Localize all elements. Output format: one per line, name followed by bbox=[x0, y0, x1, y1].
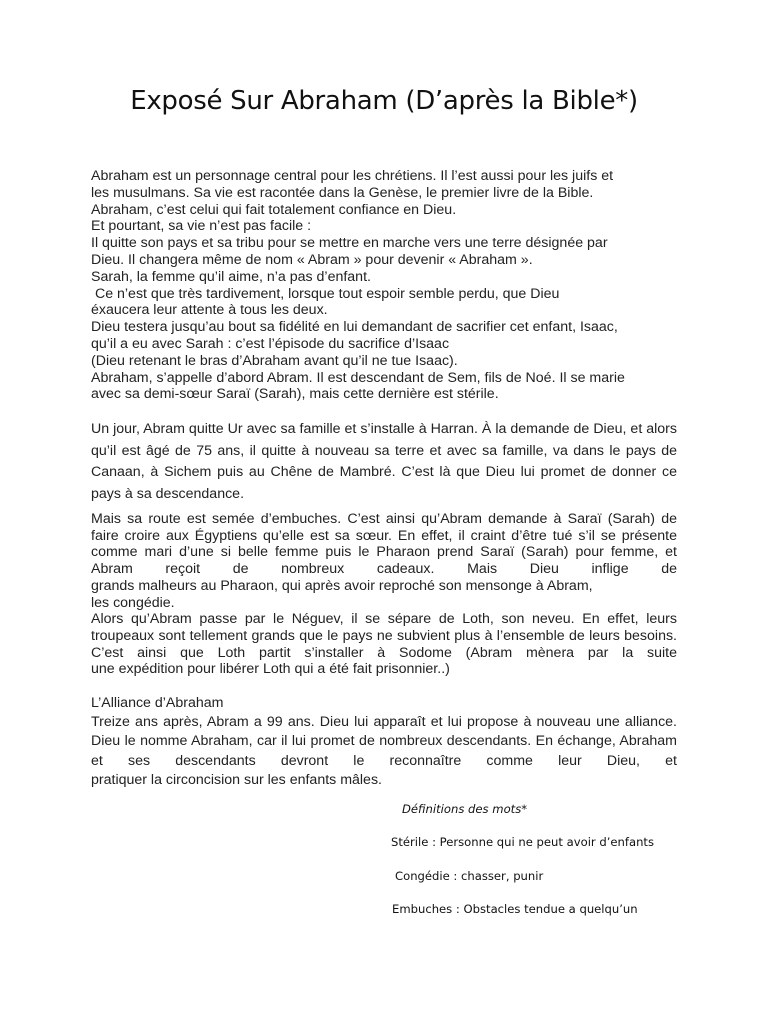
text-line: Abraham, c’est celui qui fait totalement confiance en Dieu. bbox=[91, 201, 457, 218]
definition-item: Stérile : Personne qui ne peut avoir d’enfants bbox=[391, 835, 655, 849]
paragraph-journey: Un jour, Abram quitte Ur avec sa famille et s’installe à Harran. À la demande de Dieu, et alors qu’il est âgé de 75 ans, il quitte à nouveau sa terre et avec sa famille, va dans le pays de Canaan, à Sichem puis au Chêne de Mambré. C’est là que Dieu lui promet de donner ce pays à sa descendance. bbox=[91, 421, 677, 502]
text-line: éxaucera leur attente à tous les deux. bbox=[91, 302, 328, 319]
text-line: Abraham est un personnage central pour les chrétiens. Il l’est aussi pour les juifs et bbox=[91, 168, 614, 184]
paragraph-alliance bbox=[91, 694, 677, 790]
text-line: Dieu. Il changera même de nom « Abram » pour devenir « Abraham ». bbox=[91, 251, 533, 268]
text-line: avec sa demi-sœur Saraï (Sarah), mais cette dernière est stérile. bbox=[91, 386, 499, 403]
paragraph-egypt bbox=[91, 511, 677, 678]
text-line: pratiquer la circoncision sur les enfants mâles. bbox=[91, 771, 382, 788]
text-line: grands malheurs au Pharaon, qui après avoir reproché son mensonge à Abram, bbox=[91, 577, 593, 594]
text-block: Treize ans après, Abram a 99 ans. Dieu lui apparaît et lui propose à nouveau une alliance. Dieu le nomme Abraham, car il lui promet de nombreux descendants. En échange, Abraham et ses descendants devront le reconnaître comme leur Dieu, et bbox=[91, 714, 677, 769]
definition-item: Congédie : chasser, punir bbox=[395, 869, 544, 883]
text-line: (Dieu retenant le bras d’Abraham avant qu’il ne tue Isaac). bbox=[91, 352, 458, 369]
definition-item: Embuches : Obstacles tendue a quelqu’un bbox=[392, 902, 638, 916]
text-block: Alors qu’Abram passe par le Néguev, il se sépare de Loth, son neveu. En effet, leurs troupeaux sont tellement grands que le pays ne subvient plus à l’ensemble de leurs besoins. C’est ainsi que Loth partit s’installer à Sodome (Abram mènera par la suite bbox=[91, 611, 677, 661]
document-title: Exposé Sur Abraham (D’après la Bible*) bbox=[130, 86, 638, 116]
text-line: Et pourtant, sa vie n’est pas facile : bbox=[91, 218, 312, 235]
text-line: Ce n’est que très tardivement, lorsque tout espoir semble perdu, que Dieu bbox=[91, 285, 560, 302]
text-line: Dieu testera jusqu’au bout sa fidélité en lui demandant de sacrifier cet enfant, Isaac, bbox=[91, 319, 618, 336]
text-line: une expédition pour libérer Loth qui a été fait prisonnier..) bbox=[91, 661, 450, 678]
text-line: Il quitte son pays et sa tribu pour se mettre en marche vers une terre désignée par bbox=[91, 235, 608, 252]
paragraph-introduction bbox=[91, 168, 677, 403]
text-line: les musulmans. Sa vie est racontée dans la Genèse, le premier livre de la Bible. bbox=[91, 184, 594, 201]
text-line: Abraham, s’appelle d’abord Abram. Il est descendant de Sem, fils de Noé. Il se marie bbox=[91, 369, 625, 386]
definitions-title: Définitions des mots* bbox=[402, 802, 528, 816]
text-block: Mais sa route est semée d’embuches. C’est ainsi qu’Abram demande à Saraï (Sarah) de faire croire aux Égyptiens qu’elle est sa sœur. En effet, il craint d’être tué s’il se présente comme mari d’une si belle femme puis le Pharaon prend Saraï (Sarah) pour femme, et Abram reçoit de nombreux cadeaux. Mais Dieu inflige de bbox=[91, 511, 677, 578]
text-line: les congédie. bbox=[91, 594, 175, 611]
section-heading: L’Alliance d’Abraham bbox=[91, 695, 224, 711]
text-line: Sarah, la femme qu’il aime, n’a pas d’enfant. bbox=[91, 268, 371, 285]
text-line: qu’il a eu avec Sarah : c’est l’épisode du sacrifice d’Isaac bbox=[91, 335, 450, 352]
